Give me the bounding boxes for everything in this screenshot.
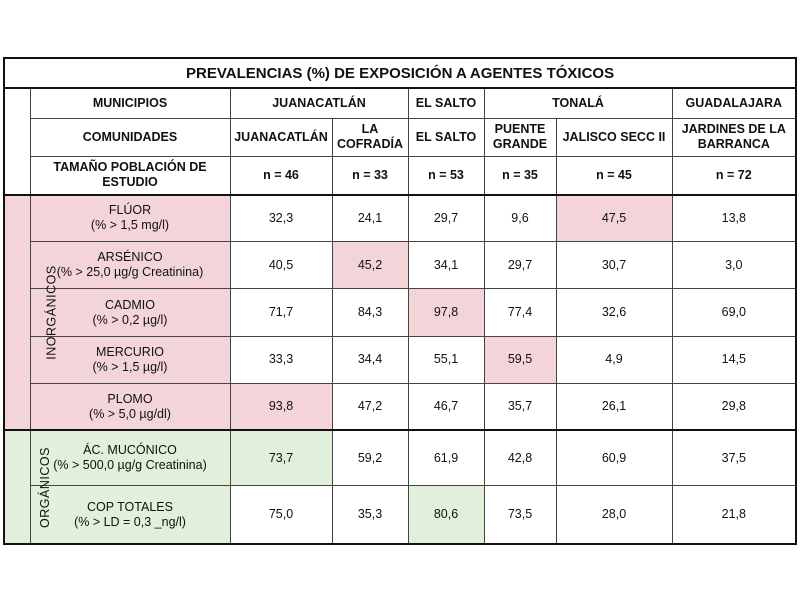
comunidad-la-cofradia: LA COFRADÍA <box>332 118 408 156</box>
value-cell-highlighted: 97,8 <box>408 289 484 336</box>
comunidad-jalisco-secc-ii: JALISCO SECC II <box>556 118 672 156</box>
n-juanacatlan: n = 46 <box>230 156 332 194</box>
value-cell: 35,3 <box>332 486 408 544</box>
agent-threshold: (% > 1,5 mg/l) <box>90 218 170 233</box>
value-cell: 29,7 <box>408 195 484 242</box>
n-jardines-barranca: n = 72 <box>672 156 796 194</box>
value-cell: 3,0 <box>672 242 796 289</box>
value-cell: 24,1 <box>332 195 408 242</box>
value-cell-highlighted: 73,7 <box>230 430 332 485</box>
agent-threshold: (% > 500,0 µg/g Creatinina) <box>53 458 207 473</box>
value-cell-highlighted: 80,6 <box>408 486 484 544</box>
agent-name: COP TOTALES <box>87 499 173 514</box>
table-row <box>4 195 796 242</box>
value-cell-highlighted: 59,5 <box>484 336 556 383</box>
category-inorganicos-label: INORGÁNICOS <box>44 265 59 360</box>
value-cell: 14,5 <box>672 336 796 383</box>
value-cell: 69,0 <box>672 289 796 336</box>
value-cell: 9,6 <box>484 195 556 242</box>
tamano-label: TAMAÑO POBLACIÓN DE ESTUDIO <box>30 156 230 194</box>
comunidad-el-salto: EL SALTO <box>408 118 484 156</box>
agent-name: ÁC. MUCÓNICO <box>83 443 177 458</box>
category-inorganicos <box>4 195 59 431</box>
n-la-cofradia: n = 33 <box>332 156 408 194</box>
value-cell: 34,1 <box>408 242 484 289</box>
value-cell: 26,1 <box>556 383 672 430</box>
table-row <box>4 383 796 430</box>
value-cell: 28,0 <box>556 486 672 544</box>
value-cell: 46,7 <box>408 383 484 430</box>
value-cell: 34,4 <box>332 336 408 383</box>
prevalence-table <box>3 57 797 545</box>
agent-threshold: (% > 25,0 µg/g Creatinina) <box>56 265 204 280</box>
row-label-ac-muconico <box>30 430 230 485</box>
n-puente-grande: n = 35 <box>484 156 556 194</box>
prevalence-table-container <box>3 57 795 545</box>
table-row <box>4 289 796 336</box>
value-cell: 59,2 <box>332 430 408 485</box>
table-row <box>4 430 796 485</box>
agent-threshold: (% > 0,2 µg/l) <box>92 312 168 327</box>
value-cell: 55,1 <box>408 336 484 383</box>
municipio-guadalajara: GUADALAJARA <box>672 88 796 118</box>
n-el-salto: n = 53 <box>408 156 484 194</box>
value-cell: 21,8 <box>672 486 796 544</box>
value-cell: 30,7 <box>556 242 672 289</box>
value-cell: 40,5 <box>230 242 332 289</box>
value-cell: 4,9 <box>556 336 672 383</box>
municipio-juanacatlan: JUANACATLÁN <box>230 88 408 118</box>
value-cell: 32,3 <box>230 195 332 242</box>
agent-name: PLOMO <box>107 391 153 406</box>
n-jalisco-secc-ii: n = 45 <box>556 156 672 194</box>
value-cell: 61,9 <box>408 430 484 485</box>
value-cell: 37,5 <box>672 430 796 485</box>
value-cell: 29,7 <box>484 242 556 289</box>
value-cell-highlighted: 93,8 <box>230 383 332 430</box>
agent-name: FLÚOR <box>108 203 152 218</box>
value-cell: 60,9 <box>556 430 672 485</box>
agent-name: CADMIO <box>105 297 155 312</box>
row-label-mercurio <box>30 336 230 383</box>
value-cell: 75,0 <box>230 486 332 544</box>
value-cell: 32,6 <box>556 289 672 336</box>
agent-name: ARSÉNICO <box>97 250 163 265</box>
value-cell: 35,7 <box>484 383 556 430</box>
agent-threshold: (% > 5,0 µg/dl) <box>89 406 171 421</box>
comunidad-jardines-barranca: JARDINES DE LA BARRANCA <box>672 118 796 156</box>
category-organicos <box>4 430 52 544</box>
municipios-label: MUNICIPIOS <box>30 88 230 118</box>
row-label-cadmio <box>30 289 230 336</box>
agent-name: MERCURIO <box>95 344 165 359</box>
agent-threshold: (% > LD = 0,3 _ng/l) <box>74 514 186 529</box>
row-label-arsenico <box>30 242 230 289</box>
row-label-fluor <box>30 195 230 242</box>
table-row <box>4 242 796 289</box>
agent-threshold: (% > 1,5 µg/l) <box>92 359 168 374</box>
table-title: PREVALENCIAS (%) DE EXPOSICIÓN A AGENTES TÓXICOS <box>4 58 796 88</box>
comunidad-juanacatlan: JUANACATLÁN <box>230 118 332 156</box>
municipio-tonala: TONALÁ <box>484 88 672 118</box>
row-label-cop-totales <box>30 486 230 544</box>
municipio-el-salto: EL SALTO <box>408 88 484 118</box>
value-cell: 47,2 <box>332 383 408 430</box>
table-row <box>4 486 796 544</box>
value-cell: 29,8 <box>672 383 796 430</box>
comunidades-label: COMUNIDADES <box>30 118 230 156</box>
value-cell: 71,7 <box>230 289 332 336</box>
comunidad-puente-grande: PUENTE GRANDE <box>484 118 556 156</box>
value-cell: 13,8 <box>672 195 796 242</box>
value-cell: 77,4 <box>484 289 556 336</box>
value-cell: 73,5 <box>484 486 556 544</box>
value-cell: 33,3 <box>230 336 332 383</box>
table-row <box>4 336 796 383</box>
corner-cell <box>4 88 30 194</box>
value-cell-highlighted: 47,5 <box>556 195 672 242</box>
value-cell-highlighted: 45,2 <box>332 242 408 289</box>
value-cell: 42,8 <box>484 430 556 485</box>
category-organicos-label: ORGÁNICOS <box>37 446 52 528</box>
row-label-plomo <box>30 383 230 430</box>
value-cell: 84,3 <box>332 289 408 336</box>
